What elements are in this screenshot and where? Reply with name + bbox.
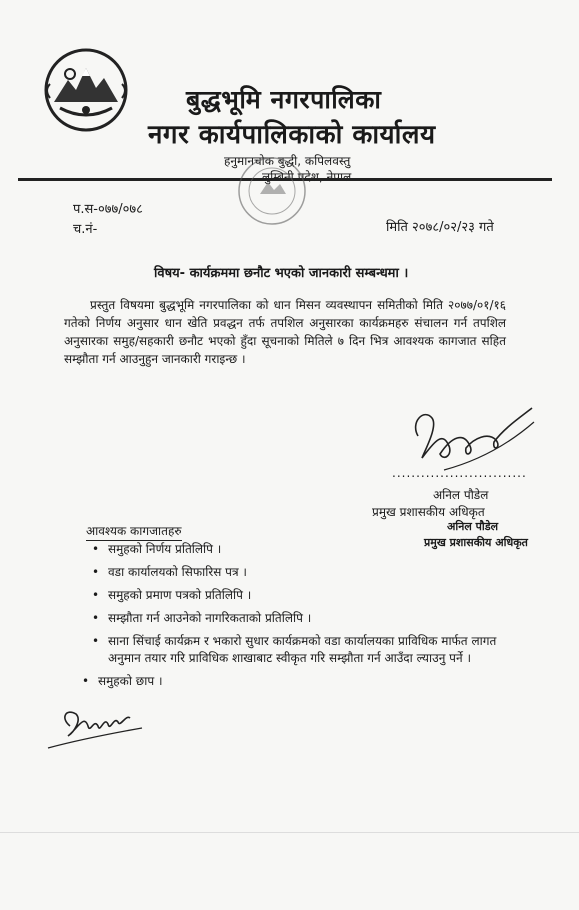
subject-line: विषय- कार्यक्रममा छनौट भएको जानकारी सम्बन्धमा । (154, 266, 409, 281)
officer-name: अनिल पौडेल (433, 488, 489, 502)
bullet-icon: • (92, 565, 100, 579)
bullet-icon: • (92, 634, 100, 648)
list-item: • वडा कार्यालयको सिफारिस पत्र । (92, 565, 247, 579)
bullet-icon: • (92, 611, 100, 625)
list-item: • साना सिंचाई कार्यक्रम र भकारो सुधार कार्यक्रमको वडा कार्यालयका प्राविधिक मार्फत लागत अनुमान तयार गरि प्राविधिक शाखाबाट स्वीकृत गरि सम्झौता गर्न आउँदा ल्याउनु पर्ने । (92, 634, 497, 665)
address-line-1: हनुमानचोक बुद्धी, कपिलवस्तु (224, 154, 351, 168)
list-item: • समुहको छाप । (82, 674, 163, 688)
address-line-2: लुम्बिनी प्रदेश, नेपाल (262, 170, 352, 184)
requirements-list (82, 541, 512, 696)
reference-number: प.स-०७७/०७८ (73, 202, 143, 217)
initials-signature (44, 700, 144, 756)
signature-dotted-line: ............................ (392, 466, 527, 480)
officer-title: प्रमुख प्रशासकीय अधिकृत (372, 505, 485, 519)
office-seal-stamp (234, 154, 310, 228)
name-stamp: अनिल पौडेल (447, 520, 499, 533)
requirements-heading: आवश्यक कागजातहरु (86, 522, 182, 541)
dispatch-number: च.नं- (73, 222, 98, 237)
letter-body: प्रस्तुत विषयमा बुद्धभूमि नगरपालिका को धान मिसन व्यवस्थापन समितीको मिति २०७७/०१/१६ गतेको निर्णय अनुसार धान खेति प्रवद्धन तर्फ तपशिल अनुसारका कार्यक्रमहरु संचालन गर्न तपशिल अनुसारका समुह/सहकारी छनौट भएको हुँदा सूचनाको मितिले ७ दिन भित्र आवश्यक कागजात सहित सम्झौता गर्न आउनुहुन जानकारी गराइन्छ । (64, 298, 506, 366)
list-item: • सम्झौता गर्न आउनेको नागरिकताको प्रतिलिपि । (92, 611, 312, 625)
letter-date: मिति २०७८/०२/२३ गते (386, 220, 494, 235)
bullet-icon: • (92, 588, 100, 602)
bullet-icon: • (92, 542, 100, 556)
title-stamp: प्रमुख प्रशासकीय अधिकृत (424, 536, 528, 549)
municipality-title: बुद्धभूमि नगरपालिका (186, 85, 382, 114)
page-edge-line (0, 832, 579, 833)
list-item: • समुहको प्रमाण पत्रको प्रतिलिपि । (92, 588, 252, 602)
office-title: नगर कार्यपालिकाको कार्यालय (148, 120, 436, 150)
bullet-icon: • (82, 674, 90, 688)
nepal-emblem-logo (40, 44, 132, 136)
list-item: • समुहको निर्णय प्रतिलिपि । (92, 542, 222, 556)
